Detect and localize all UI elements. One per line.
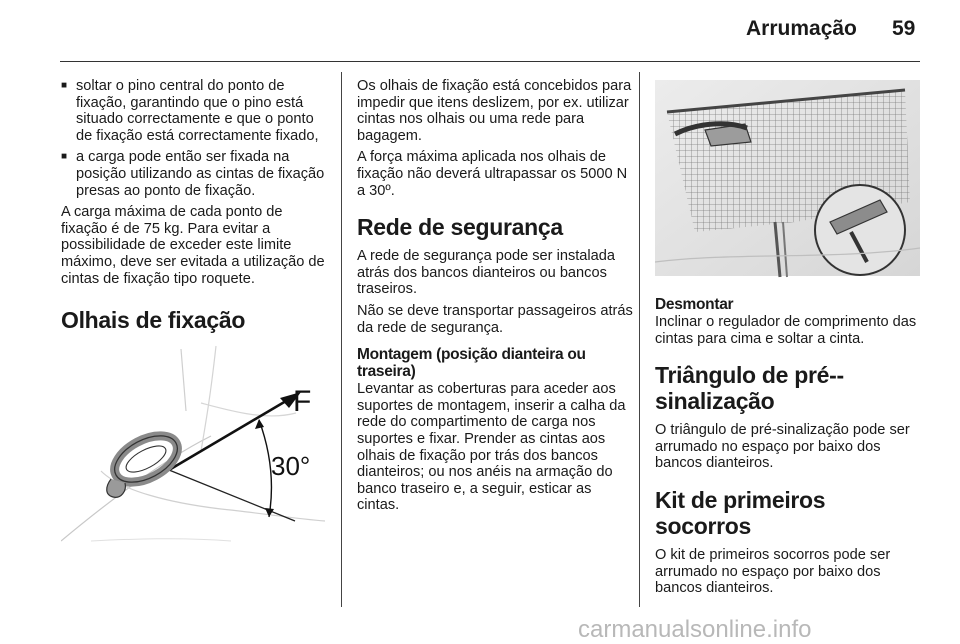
- safety-net-figure: [655, 72, 920, 282]
- paragraph: Inclinar o regulador de comprimento das cintas para cima e soltar a cinta.: [655, 314, 917, 347]
- angle-label: 30°: [271, 451, 311, 482]
- subsection-heading: Montagem (posição dianteira ou traseira): [357, 346, 586, 381]
- section-heading: Kit de primeiros socorros: [655, 486, 826, 539]
- section-heading: Rede de segurança: [357, 214, 563, 241]
- paragraph: O triângulo de pré-sinalização pode ser arrumado no espaço por baixo dos bancos dianteiros.: [655, 422, 910, 472]
- subsection-heading: Desmontar: [655, 296, 734, 313]
- force-label: F: [293, 385, 312, 419]
- page-title: Arrumação: [746, 17, 857, 40]
- lashing-eye-figure: [61, 341, 325, 553]
- paragraph: O kit de primeiros socorros pode ser arrumado no espaço por baixo dos bancos dianteiros.: [655, 546, 891, 597]
- column-1: [61, 78, 329, 553]
- paragraph: A carga máxima de cada ponto de fixação é de 75 kg. Para evitar a possibilidade de exceder este limite máximo, deve ser evitada a utilização de cintas de fixação tipo roquete.: [61, 204, 325, 287]
- column-divider: [341, 72, 342, 607]
- header-divider: [60, 61, 920, 62]
- paragraph: Os olhais de fixação está concebidos para impedir que itens deslizem, por ex. utilizar cintas nos olhais ou uma rede para bagagem.: [357, 78, 632, 144]
- section-heading: Triângulo de pré--sinalização: [655, 362, 844, 415]
- list-item: ■ a carga pode então ser fixada na posição utilizando as cintas de fixação presas ao ponto de fixação.: [61, 149, 329, 199]
- section-heading: Olhais de fixação: [61, 307, 246, 334]
- page-number: 59: [892, 17, 916, 40]
- column-2: [357, 78, 633, 519]
- paragraph: Não se deve transportar passageiros atrás da rede de segurança.: [357, 302, 633, 336]
- watermark: carmanualsonline.info: [578, 616, 812, 643]
- paragraph: A rede de segurança pode ser instalada atrás dos bancos dianteiros ou bancos traseiros.: [357, 248, 616, 298]
- paragraph: A força máxima aplicada nos olhais de fixação não deverá ultrapassar os 5000 N a 30º.: [357, 149, 628, 199]
- column-divider: [639, 72, 640, 607]
- column-3: [655, 78, 917, 602]
- list-item: ■ soltar o pino central do ponto de fixação, garantindo que o pino está situado correctamente e que o ponto de fixação está correctamente fixado,: [61, 78, 329, 144]
- paragraph: Levantar as coberturas para aceder aos suportes de montagem, inserir a calha da rede do compartimento de carga nos suportes e fixar. Prender as cintas aos olhais de fixação por trás dos bancos dianteiros; ou nos anéis na armação do banco traseiro e, a seguir, esticar as cintas.: [357, 381, 626, 514]
